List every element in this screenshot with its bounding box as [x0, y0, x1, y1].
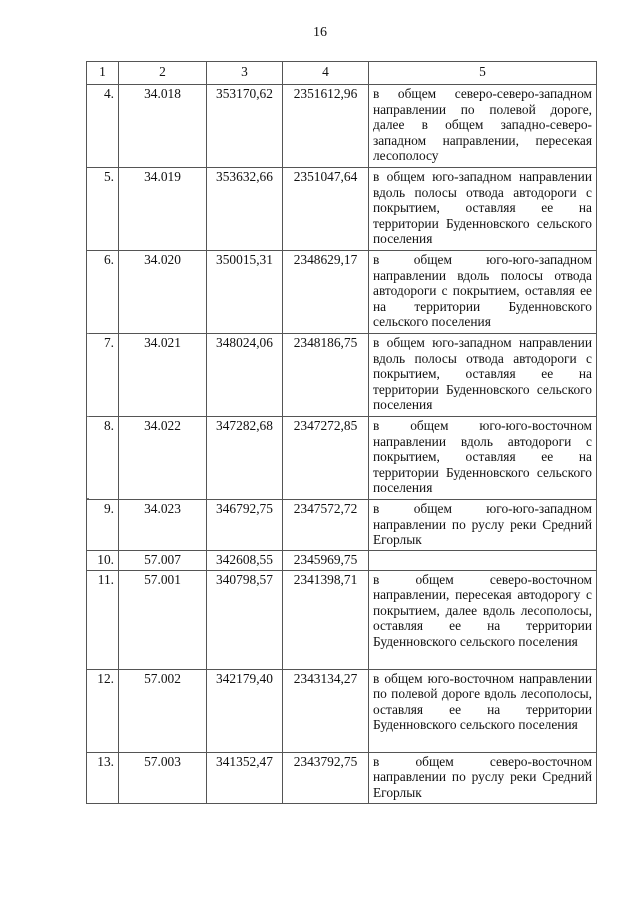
row-number: 4. [87, 85, 119, 168]
coordinate-x: 342179,40 [207, 669, 283, 752]
point-code: 34.021 [119, 334, 207, 417]
margin-mark [87, 498, 89, 499]
column-header: 2 [119, 62, 207, 85]
row-number: 12. [87, 669, 119, 752]
coordinate-x: 347282,68 [207, 417, 283, 500]
coordinate-x: 353170,62 [207, 85, 283, 168]
column-header: 3 [207, 62, 283, 85]
row-number: 6. [87, 251, 119, 334]
table-header-row [87, 62, 597, 85]
boundary-points-table [86, 61, 597, 804]
table-row [87, 251, 597, 334]
coordinate-x: 353632,66 [207, 168, 283, 251]
coordinate-y: 2345969,75 [283, 551, 369, 571]
boundary-description: в общем юго-западном направлении вдоль полосы отвода автодороги с покрытием, оставляя ее на территории Буденновского сельского поселения [369, 168, 597, 251]
coordinate-x: 348024,06 [207, 334, 283, 417]
coordinate-y: 2348629,17 [283, 251, 369, 334]
coordinate-y: 2343792,75 [283, 752, 369, 803]
column-header: 5 [369, 62, 597, 85]
table-row [87, 168, 597, 251]
point-code: 34.022 [119, 417, 207, 500]
coordinate-x: 340798,57 [207, 570, 283, 669]
row-number: 9. [87, 500, 119, 551]
table-row [87, 85, 597, 168]
coordinate-x: 350015,31 [207, 251, 283, 334]
point-code: 57.001 [119, 570, 207, 669]
coordinate-y: 2343134,27 [283, 669, 369, 752]
point-code: 57.007 [119, 551, 207, 571]
table-row [87, 500, 597, 551]
column-header: 4 [283, 62, 369, 85]
row-number: 13. [87, 752, 119, 803]
row-number: 10. [87, 551, 119, 571]
table-row [87, 417, 597, 500]
coordinate-y: 2347572,72 [283, 500, 369, 551]
margin-mark [87, 333, 89, 334]
margin-mark [87, 416, 89, 417]
row-number: 7. [87, 334, 119, 417]
boundary-description: в общем юго-юго-западном направлении вдоль полосы отвода автодороги с покрытием, оставляя ее на территории Буденновского сельского поселения [369, 251, 597, 334]
point-code: 34.020 [119, 251, 207, 334]
boundary-description: в общем юго-юго-восточном направлении вдоль автодороги с покрытием, оставляя ее на территории Буденновского сельского поселения [369, 417, 597, 500]
coordinate-y: 2341398,71 [283, 570, 369, 669]
coordinate-y: 2348186,75 [283, 334, 369, 417]
table-row [87, 551, 597, 571]
coordinate-y: 2347272,85 [283, 417, 369, 500]
row-number: 8. [87, 417, 119, 500]
table-row [87, 570, 597, 669]
table-row [87, 752, 597, 803]
row-number: 5. [87, 168, 119, 251]
point-code: 34.018 [119, 85, 207, 168]
coordinate-y: 2351047,64 [283, 168, 369, 251]
row-number: 11. [87, 570, 119, 669]
boundary-description: в общем юго-восточном направлении по полевой дороге вдоль лесополосы, оставляя ее на территории Буденновского сельского поселения [369, 669, 597, 752]
column-header: 1 [87, 62, 119, 85]
coordinate-x: 341352,47 [207, 752, 283, 803]
coordinate-y: 2351612,96 [283, 85, 369, 168]
table-row [87, 669, 597, 752]
table-row [87, 334, 597, 417]
page-number: 16 [313, 25, 327, 40]
boundary-description: в общем северо-восточном направлении, пересекая автодорогу с покрытием, далее вдоль лесополосы, оставляя ее на территории Буденновского сельского поселения [369, 570, 597, 669]
coordinate-x: 346792,75 [207, 500, 283, 551]
point-code: 57.002 [119, 669, 207, 752]
boundary-description [369, 551, 597, 571]
point-code: 34.019 [119, 168, 207, 251]
boundary-description: в общем северо-северо-западном направлении по полевой дороге, далее в общем западно-северо-западном направлении, пересекая лесополосу [369, 85, 597, 168]
boundary-description: в общем северо-восточном направлении по руслу реки Средний Егорлык [369, 752, 597, 803]
boundary-description: в общем юго-юго-западном направлении по руслу реки Средний Егорлык [369, 500, 597, 551]
point-code: 57.003 [119, 752, 207, 803]
boundary-description: в общем юго-западном направлении вдоль полосы отвода автодороги с покрытием, оставляя ее на территории Буденновского сельского поселения [369, 334, 597, 417]
point-code: 34.023 [119, 500, 207, 551]
coordinate-x: 342608,55 [207, 551, 283, 571]
